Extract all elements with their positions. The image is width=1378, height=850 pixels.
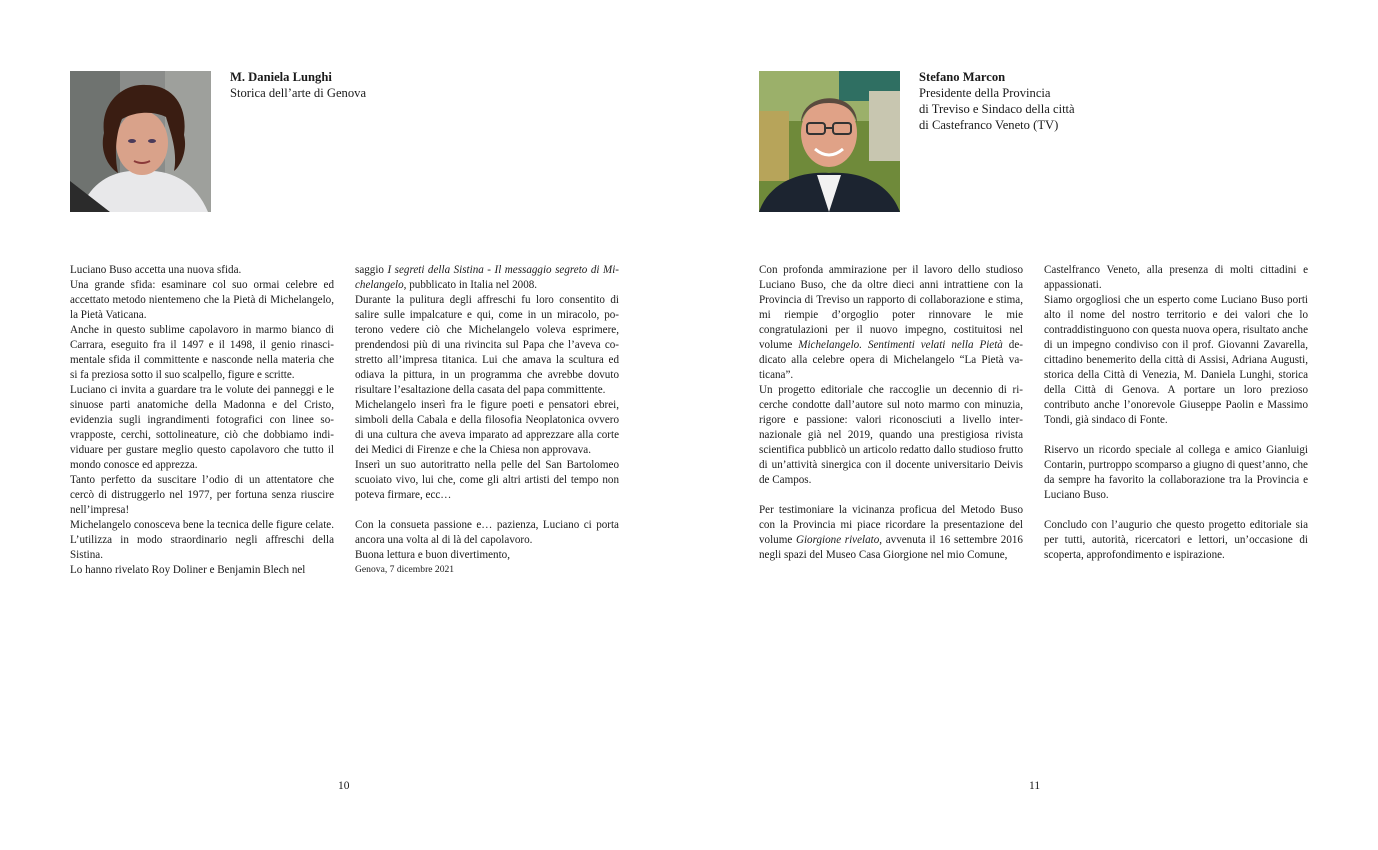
text-run: , avvenuta il 16 settembre 2016 negli spazi del Museo Casa Giorgione nel mio Comune, [759, 534, 1023, 561]
paragraph: Buona lettura e buon divertimento, [355, 549, 510, 561]
author-photo-marcon [759, 71, 900, 212]
paragraph: Inserì un suo autoritratto nella pelle del San Bartolomeo scuoiato vivo, lui che, come gli altri artisti del tempo non poteva firmare, ecc… [355, 459, 619, 501]
page-number: 11 [1029, 780, 1041, 792]
author-name: M. Daniela Lunghi [230, 70, 332, 84]
text-column-3 [759, 263, 1023, 563]
text-run: , pubblicato in Italia nel 2008. [403, 279, 538, 291]
author-block-lunghi [230, 69, 366, 101]
book-title: Giorgione rivelato [795, 534, 880, 546]
paragraph: Durante la pulitura degli affreschi fu loro consentito di salire sulle impalcature e qui, come in un miracolo, poterono vedere ciò che Michelangelo voleva esprimere, prendendosi più di una rivincita sul Papa che l’aveva costretto all’impresa titanica. Lui che amava la scultura ed odiava la pittura, in un programma che avrebbe dovuto risultare l’esaltazione della casata del papa committente. [355, 294, 619, 396]
text-run: Con profonda ammirazione per il lavoro dello studioso Luciano Buso, che da oltre dieci anni intrattiene con la Provincia di Treviso un rapporto di collaborazione e stima, mi riempie d’orgoglio poter rinnovare le mie congratulazioni per il nuovo impegno, costituitosi nel volume [759, 264, 1023, 351]
paragraph [355, 263, 619, 293]
text-column-2 [355, 263, 619, 576]
paragraph: Castelfranco Veneto, alla presenza di molti cittadini e appassionati. [1044, 264, 1308, 291]
book-title: I segreti della Sistina - Il messaggio segreto di Michelangelo [355, 264, 619, 291]
paragraph: Luciano Buso accetta una nuova sfida. [70, 264, 242, 276]
paragraph: Luciano ci invita a guardare tra le volute dei panneggi e le sinuose parti anatomiche della Madonna e del Cristo, evidenzia sugli ingrandimenti fotografici con linee sovrapposte, cerchi, sottolineature, ciò che dobbiamo individuare per gustare meglio questo capolavoro che tutto il mondo conosce ed apprezza. [70, 384, 334, 471]
paragraph: Michelangelo conosceva bene la tecnica delle figure celate. L’utilizza in modo straordinario negli affreschi della Sistina. [70, 519, 334, 561]
paragraph: Michelangelo inserì fra le figure poeti e pensatori ebrei, simboli della Cabala e della filosofia Neoplatonica ovvero di una cultura che aveva imparato ad apprezzare alla corte dei Medici di Firenze e che la Chiesa non approvava. [355, 399, 619, 456]
author-block-marcon [919, 69, 1075, 133]
author-role: Storica dell’arte di Genova [230, 86, 367, 100]
paragraph: Riservo un ricordo speciale al collega e amico Gianluigi Contarin, purtroppo scomparso a giugno di quest’anno, che da sempre ha favorito la collaborazione tra la Provincia e Luciano Buso. [1044, 444, 1308, 501]
page-number: 10 [338, 780, 350, 792]
paragraph: Concludo con l’augurio che questo progetto editoriale sia per tutti, autorità, ricercatori e lettori, un’occasione di scoperta, approfondimento e ispirazione. [1044, 519, 1308, 561]
paragraph: Tanto perfetto da suscitare l’odio di un attentatore che cercò di distruggerlo nel 1977, per fortuna senza riuscire nell’impresa! [70, 474, 334, 516]
paragraph: Una grande sfida: esaminare col suo ormai celebre ed accettato metodo nientemeno che la Pietà di Michelangelo, la Pietà Vaticana. [70, 279, 334, 321]
book-title: Michelangelo. Sentimenti velati nella Pietà [798, 339, 1003, 351]
right-page [689, 0, 1378, 850]
text-column-4 [1044, 263, 1308, 563]
author-role: Presidente della Provincia di Treviso e Sindaco della città di Castefranco Veneto (TV) [919, 86, 1075, 132]
paragraph [759, 263, 1023, 383]
author-name: Stefano Marcon [919, 70, 1006, 84]
author-photo-lunghi [70, 71, 211, 212]
paragraph: Con la consueta passione e… pazienza, Luciano ci porta ancora una volta al di là del capolavoro. [355, 519, 619, 546]
signoff-date: Genova, 7 dicembre 2021 [355, 564, 455, 575]
paragraph: Lo hanno rivelato Roy Doliner e Benjamin Blech nel [70, 564, 306, 576]
text-run: Per testimoniare la vicinanza proficua del Metodo Buso con la Provincia mi piace ricordare la presentazione del volume [759, 504, 1023, 546]
text-column-1 [70, 263, 334, 578]
paragraph: Un progetto editoriale che raccoglie un decennio di ricerche condotte dall’autore sul noto marmo con minuzia, rigore e passione: valori riconosciuti a livello internazionale già nel 2019, quando una prestigiosa rivista scientifica pubblicò un articolo redatto dallo studioso frutto di un’attività sinergica con il docente universitario Deivis de Campos. [759, 384, 1023, 486]
text-run: saggio [355, 264, 388, 276]
text-run: dedicato alla celebre opera di Michelangelo “La Pietà vaticana”. [759, 339, 1023, 381]
paragraph: Anche in questo sublime capolavoro in marmo bianco di Carrara, eseguito fra il 1497 e il 1498, il genio rinascimentale sfida il committente e nasconde nella materia che si fa preziosa sotto il suo scalpello, figure e scritte. [70, 324, 334, 381]
paragraph [759, 503, 1023, 563]
paragraph: Siamo orgogliosi che un esperto come Luciano Buso porti alto il nome del nostro territorio e dei valori che lo contraddistinguono con questa nuova opera, risultato anche di un impegno condiviso con il prof. Giovanni Zavarella, cittadino benemerito della città di Assisi, Adriana Augusti, storica della Città di Venezia, M. Daniela Lunghi, storica della Città di Genova. A portare un loro prezioso contributo anche l’onorevole Giuseppe Paolin e Massimo Tondi, già sindaco di Fonte. [1044, 294, 1308, 426]
